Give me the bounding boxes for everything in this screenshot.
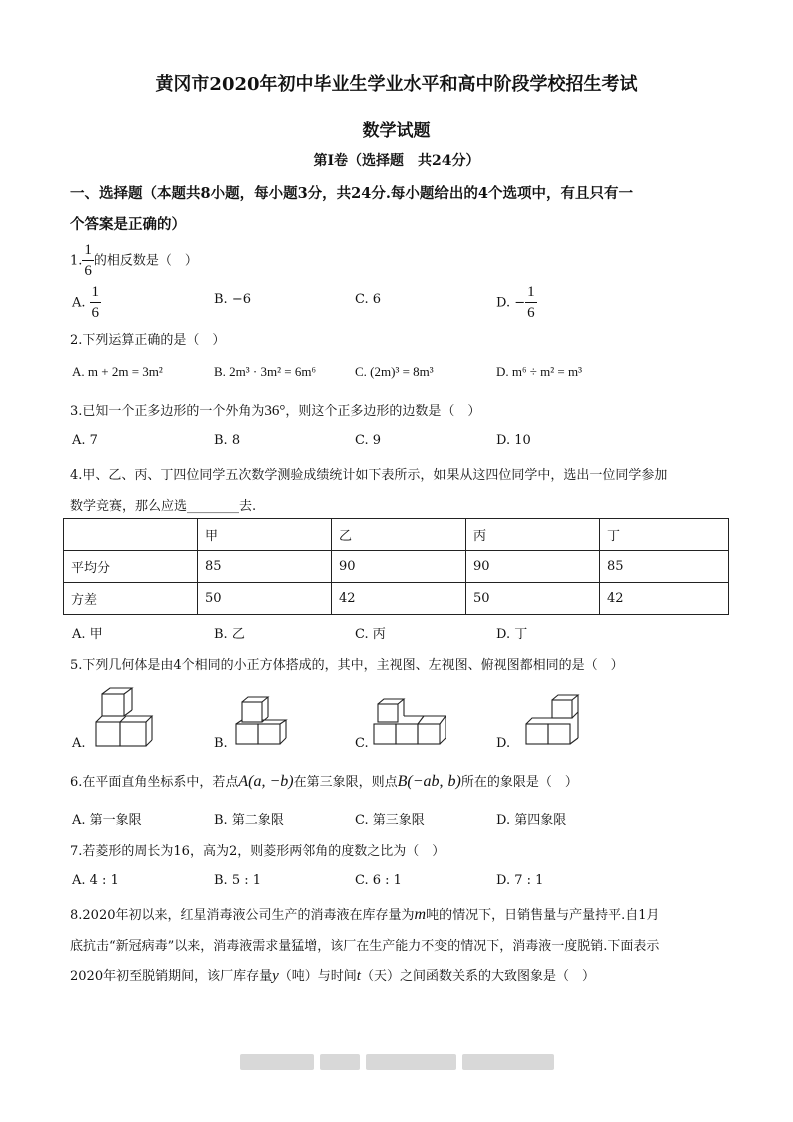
question-1 [70, 243, 198, 279]
q6-option-d: D. 第四象限 [496, 813, 567, 828]
q5-option-c: C. [355, 736, 369, 751]
table-cell: 丙 [466, 519, 600, 551]
fraction-numerator: 1 [525, 285, 537, 303]
exam-title: 黄冈市2020年初中毕业生学业水平和高中阶段学校招生考试 [155, 74, 638, 95]
question-6 [70, 771, 578, 791]
q1-option-a [72, 285, 101, 321]
q2-option-a-text: A. m + 2m = 3m² [72, 364, 163, 379]
score-table [63, 518, 729, 615]
question-8-var-t: t [356, 968, 361, 984]
table-cell: 42 [332, 583, 466, 615]
q2-option-a [72, 364, 163, 380]
fraction-denominator: 6 [84, 263, 92, 279]
question-6-point-b: B(−ab, b) [397, 773, 461, 790]
q4-option-c: C. 丙 [355, 627, 386, 642]
question-8-text-d: （吨）与时间 [278, 969, 357, 984]
question-8-var-m: m [414, 906, 427, 923]
table-row [64, 551, 729, 583]
table-cell: 85 [198, 551, 332, 583]
q7-option-c: C. 6 : 1 [355, 873, 402, 888]
fraction-denominator: 6 [91, 305, 100, 321]
q5-option-b: B. [214, 736, 228, 751]
q7-option-a: A. 4 : 1 [72, 873, 119, 888]
question-1-number: 1. [70, 253, 83, 269]
q1-option-d-fraction [525, 285, 537, 321]
question-6-text-a: 6.在平面直角坐标系中，若点 [70, 775, 239, 790]
q2-option-b-text: B. 2m³ · 3m² = 6m⁶ [214, 364, 316, 379]
q1-option-d-label: D. − [496, 295, 526, 311]
cube-figure-b [232, 696, 298, 746]
blurred-watermark [462, 1054, 554, 1070]
table-cell [64, 519, 198, 551]
table-row [64, 583, 729, 615]
q4-option-a: A. 甲 [72, 627, 103, 642]
q3-option-b: B. 8 [214, 433, 241, 448]
question-8-var-y: y [272, 968, 279, 984]
q3-option-a: A. 7 [72, 433, 98, 448]
q4-option-b: B. 乙 [214, 627, 245, 642]
question-8-text-b: 吨的情况下，日销售量与产量持平.自1月 [426, 908, 660, 923]
cube-figure-c [372, 698, 446, 746]
table-cell: 90 [332, 551, 466, 583]
question-8-text-c: 2020年初至脱销期间，该厂库存量 [70, 969, 273, 984]
q5-option-a: A. [72, 736, 86, 751]
question-8-line3 [70, 965, 595, 985]
blurred-watermark [240, 1054, 314, 1070]
q1-option-b: B. −6 [214, 292, 251, 307]
table-cell: 50 [198, 583, 332, 615]
q1-option-c: C. 6 [355, 292, 382, 307]
table-cell: 乙 [332, 519, 466, 551]
q1-option-d [496, 285, 537, 321]
q6-option-c: C. 第三象限 [355, 813, 425, 828]
question-8-text-a: 8.2020年初以来，红星消毒液公司生产的消毒液在库存量为 [70, 908, 415, 923]
table-cell: 丁 [600, 519, 729, 551]
q6-option-b: B. 第二象限 [214, 813, 284, 828]
question-6-text-c: 所在的象限是（ ） [460, 775, 578, 790]
section-heading-line1: 一、选择题（本题共8小题，每小题3分，共24分.每小题给出的4个选项中，有且只有一 [70, 185, 633, 202]
question-8-text-e: （天）之间函数关系的大致图象是（ ） [360, 969, 595, 984]
question-5: 5.下列几何体是由4个相同的小正方体搭成的，其中，主视图、左视图、俯视图都相同的是（ ） [70, 658, 624, 673]
blurred-watermark [320, 1054, 360, 1070]
fraction-numerator: 1 [82, 243, 94, 261]
question-8-line2: 底抗击“新冠病毒”以来，消毒液需求量猛增，该厂在生产能力不变的情况下，消毒液一度脱销.下面表示 [70, 939, 660, 954]
question-2: 2.下列运算正确的是（ ） [70, 333, 226, 348]
table-cell: 方差 [64, 583, 198, 615]
q2-option-c [355, 364, 434, 380]
table-cell: 50 [466, 583, 600, 615]
part-title: 第Ⅰ卷（选择题 共24分） [313, 153, 480, 169]
question-7: 7.若菱形的周长为16，高为2，则菱形两邻角的度数之比为（ ） [70, 844, 446, 859]
q1-option-a-fraction [90, 285, 102, 321]
table-cell: 甲 [198, 519, 332, 551]
q2-option-d [496, 364, 582, 380]
question-3-text-a: 3.已知一个正多边形的一个外角为 [70, 404, 265, 419]
q6-option-a: A. 第一象限 [72, 813, 142, 828]
q7-option-d: D. 7 : 1 [496, 873, 544, 888]
cube-figure-a [94, 686, 158, 748]
table-cell: 平均分 [64, 551, 198, 583]
q4-option-d: D. 丁 [496, 627, 528, 642]
question-8-line1 [70, 904, 659, 924]
question-1-fraction [82, 243, 94, 279]
q3-option-c: C. 9 [355, 433, 382, 448]
q2-option-c-text: C. (2m)³ = 8m³ [355, 364, 434, 379]
cube-figure-d [518, 694, 580, 746]
table-cell: 85 [600, 551, 729, 583]
question-6-text-b: 在第三象限，则点 [293, 775, 398, 790]
question-4-line2: 数学竞赛，那么应选________去. [70, 499, 257, 514]
question-6-point-a: A(a, −b) [238, 773, 294, 790]
question-3-angle: 36° [264, 403, 286, 419]
table-cell: 90 [466, 551, 600, 583]
subject-title: 数学试题 [362, 121, 431, 141]
q5-option-d: D. [496, 736, 511, 751]
table-header-row [64, 519, 729, 551]
q7-option-b: B. 5 : 1 [214, 873, 262, 888]
section-heading-line2: 个答案是正确的） [70, 216, 186, 233]
q3-option-d: D. 10 [496, 433, 531, 448]
table-cell: 42 [600, 583, 729, 615]
question-3-text-b: ，则这个正多边形的边数是（ ） [285, 404, 481, 419]
q1-option-a-label: A. [72, 295, 86, 311]
q2-option-d-text: D. m⁶ ÷ m² = m³ [496, 364, 583, 379]
question-3 [70, 400, 480, 420]
q2-option-b [214, 364, 316, 380]
fraction-numerator: 1 [90, 285, 102, 303]
fraction-denominator: 6 [527, 305, 535, 321]
question-4-line1: 4.甲、乙、丙、丁四位同学五次数学测验成绩统计如下表所示，如果从这四位同学中，选出一位同学参加 [70, 468, 668, 483]
blurred-watermark [366, 1054, 456, 1070]
question-1-text: 的相反数是（ ） [93, 253, 198, 269]
